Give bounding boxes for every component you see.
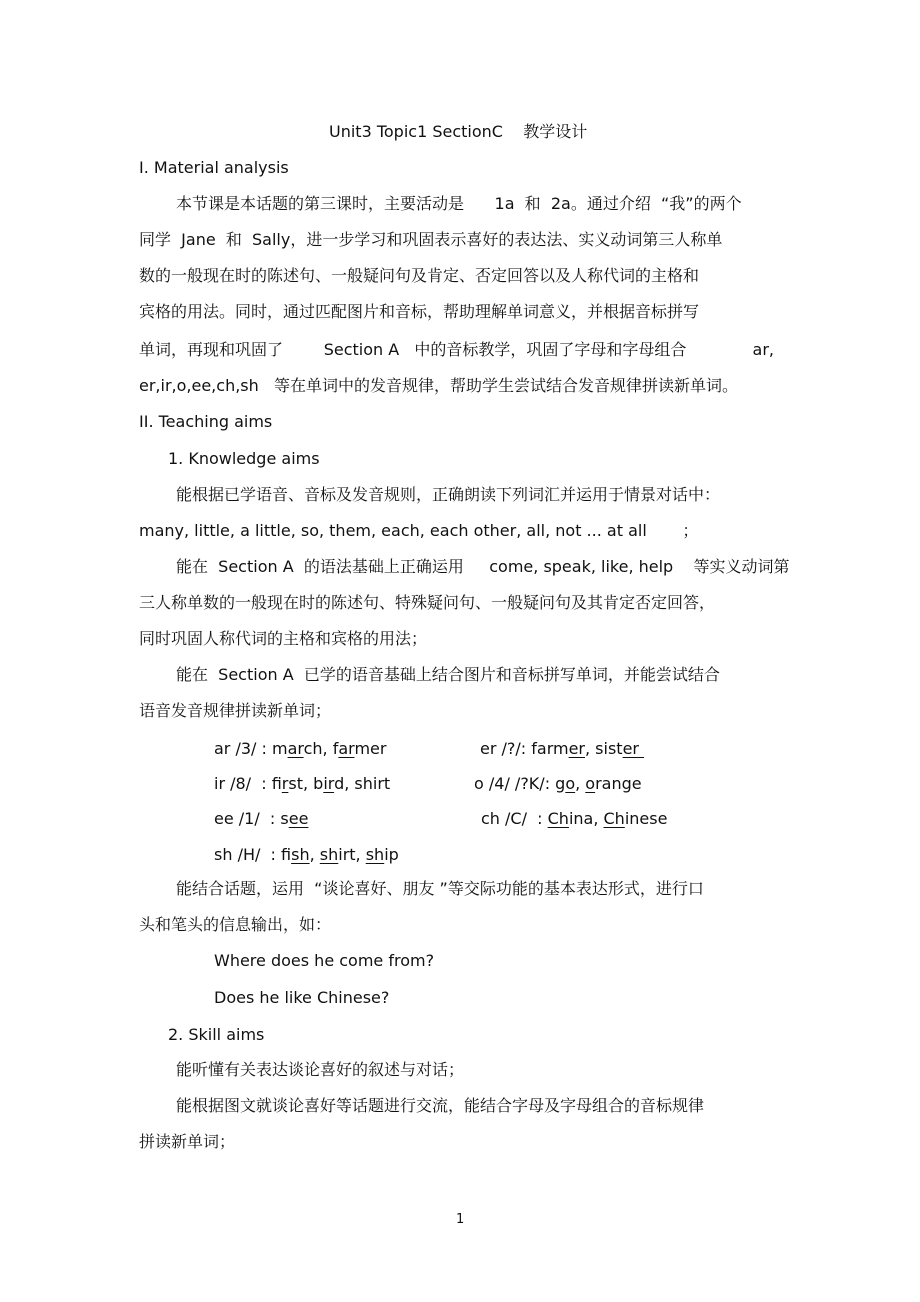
phonics-text: ch, f: [303, 739, 339, 758]
skill-paragraph-2-line-2: 拼读新单词；: [139, 1132, 236, 1151]
phonics-ar: [214, 739, 386, 759]
phonics-text: irt,: [338, 845, 366, 864]
skill-paragraph-1: 能听懂有关表达谈论喜好的叙述与对话；: [176, 1060, 465, 1079]
phonics-text: ,: [309, 845, 320, 864]
phonics-text: inese: [624, 809, 668, 828]
phonics-er: [480, 739, 644, 759]
knowledge-paragraph-4-line-1: 能在 Section A 已学的语音基础上结合图片和音标拼写单词，并能尝试结合: [176, 665, 720, 684]
phonics-text: er /?/: farm: [480, 739, 569, 758]
skill-paragraph-2-line-1: 能根据图文就谈论喜好等话题进行交流，能结合字母及字母组合的音标规律: [176, 1096, 705, 1115]
phonics-underlined: o: [565, 774, 576, 793]
example-sentence-2: Does he like Chinese?: [214, 988, 390, 1007]
phonics-sh: [214, 845, 399, 865]
phonics-underlined: ir: [323, 774, 335, 793]
knowledge-paragraph-5-line-2: 头和笔头的信息输出，如：: [139, 915, 332, 934]
phonics-text: ch /C/ :: [481, 809, 548, 828]
phonics-text: d, shirt: [334, 774, 391, 793]
knowledge-aims-heading: 1. Knowledge aims: [168, 449, 320, 468]
knowledge-paragraph-3-line-2: 三人称单数的一般现在时的陈述句、特殊疑问句、一般疑问句及其肯定否定回答，: [139, 593, 716, 612]
phonics-underlined-gap: [639, 739, 644, 758]
phonics-text: range: [595, 774, 642, 793]
phonics-underlined: Ch: [547, 809, 569, 828]
phonics-underlined: er: [568, 739, 585, 758]
phonics-text: ip: [384, 845, 399, 864]
knowledge-paragraph-3-line-3: 同时巩固人称代词的主格和宾格的用法；: [139, 629, 428, 648]
example-sentence-1: Where does he come from?: [214, 951, 435, 970]
section-1-heading: I. Material analysis: [139, 158, 289, 177]
material-paragraph-line-4: 宾格的用法。同时，通过匹配图片和音标，帮助理解单词意义，并根据音标拼写: [139, 302, 700, 321]
material-paragraph-line-1: 本节课是本话题的第三课时，主要活动是 1a 和 2a。通过介绍 “我”的两个: [176, 194, 742, 213]
phonics-underlined: ee: [288, 809, 309, 828]
knowledge-paragraph-5-line-1: 能结合话题，运用 “谈论喜好、朋友 ”等交际功能的基本表达形式，进行口: [176, 879, 704, 898]
phonics-o: [474, 774, 642, 794]
phonics-text: ee /1/ : s: [214, 809, 289, 828]
document-title: Unit3 Topic1 SectionC 教学设计: [329, 122, 588, 141]
phonics-text: ir /8/ : f: [214, 774, 282, 793]
knowledge-paragraph-1: 能根据已学语音、音标及发音规则，正确朗读下列词汇并运用于情景对话中：: [176, 485, 721, 504]
phonics-text: o /4/ /?K/: g: [474, 774, 566, 793]
vocabulary-list: many, little, a little, so, them, each, each other, all, not ... at all ；: [139, 521, 699, 540]
phonics-underlined: sh: [365, 845, 385, 864]
phonics-text: ,: [575, 774, 586, 793]
knowledge-paragraph-3-line-1: 能在 Section A 的语法基础上正确运用 come, speak, like, help 等实义动词第: [176, 557, 790, 576]
material-paragraph-line-5: 单词，再现和巩固了 Section A 中的音标教学，巩固了字母和字母组合 ar,: [139, 340, 775, 359]
phonics-underlined: ir: [281, 774, 289, 793]
material-paragraph-line-2: 同学 Jane 和 Sally，进一步学习和巩固表示喜好的表达法、实义动词第三人称单: [139, 230, 723, 249]
knowledge-paragraph-4-line-2: 语音发音规律拼读新单词；: [139, 701, 332, 720]
phonics-text: ina,: [568, 809, 604, 828]
phonics-underlined: sh: [291, 845, 310, 864]
phonics-text: st, b: [288, 774, 324, 793]
phonics-ee: [214, 809, 308, 829]
phonics-underlined: sh: [319, 845, 339, 864]
material-paragraph-line-6: er,ir,o,ee,ch,sh 等在单词中的发音规律，帮助学生尝试结合发音规律拼读新单词。: [139, 376, 739, 395]
phonics-text: sh /H/ : fi: [214, 845, 292, 864]
material-paragraph-line-3: 数的一般现在时的陈述句、一般疑问句及肯定、否定回答以及人称代词的主格和: [139, 266, 700, 285]
phonics-underlined: o: [585, 774, 596, 793]
phonics-ch: [481, 809, 667, 829]
phonics-underlined: er: [622, 739, 639, 758]
phonics-underlined: ar: [338, 739, 355, 758]
skill-aims-heading: 2. Skill aims: [168, 1025, 265, 1044]
phonics-text: mer: [354, 739, 387, 758]
section-2-heading: II. Teaching aims: [139, 412, 273, 431]
phonics-underlined: Ch: [603, 809, 625, 828]
phonics-text: ar /3/ : m: [214, 739, 288, 758]
phonics-ir: [214, 774, 390, 794]
phonics-underlined: ar: [287, 739, 304, 758]
phonics-text: , sist: [585, 739, 623, 758]
page-number: 1: [456, 1212, 465, 1227]
